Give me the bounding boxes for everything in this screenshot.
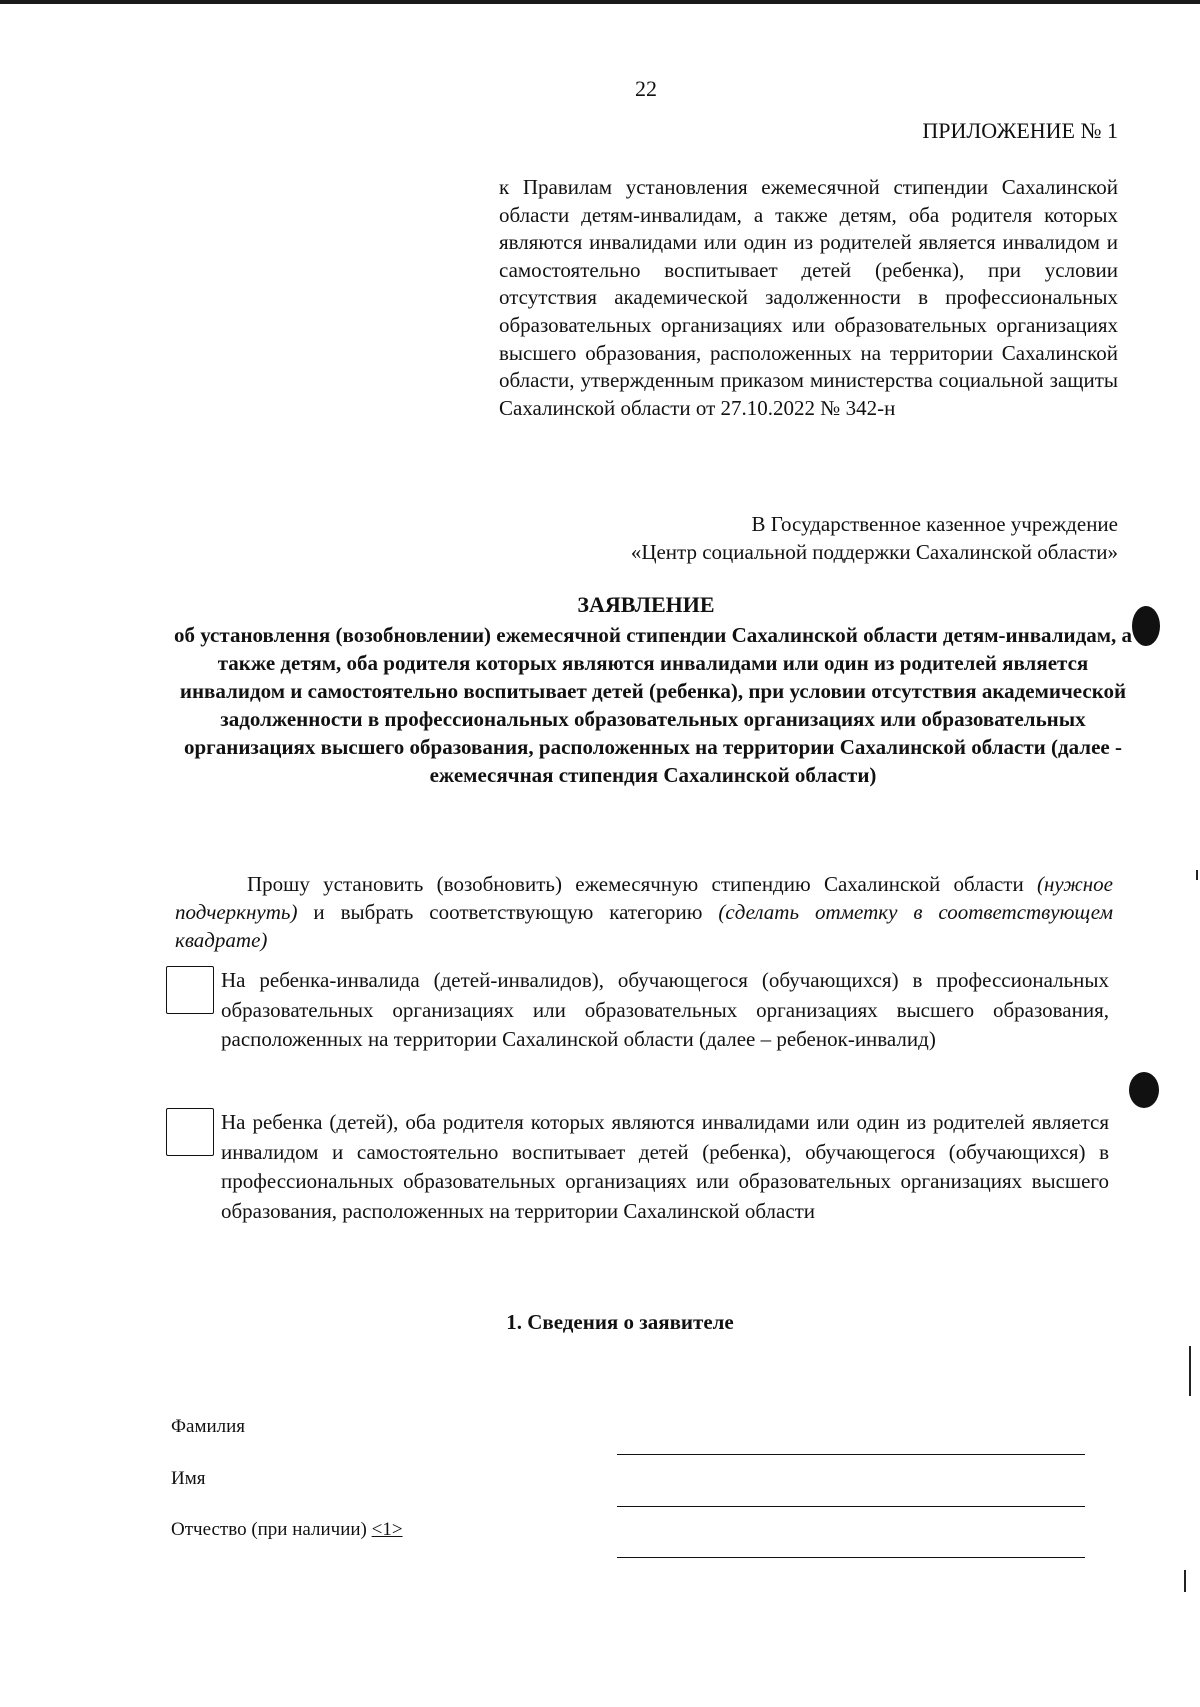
scan-edge (0, 0, 1200, 4)
request-note-mark: (сделать отметку в соответствующем квадрате) (175, 900, 1113, 952)
patronymic-label-text: Отчество (при наличии) (171, 1519, 372, 1540)
option-checkbox[interactable] (166, 966, 214, 1014)
request-text-1: Прошу установить (возобновить) ежемесячную стипендию Сахалинской области (247, 872, 1038, 896)
option-checkbox[interactable] (166, 1108, 214, 1156)
page-number: 22 (635, 76, 657, 101)
addressee-line-1: В Государственное казенное учреждение (751, 512, 1118, 536)
scan-edge-mark (1189, 1346, 1191, 1396)
hole-punch-mark (1132, 606, 1160, 646)
patronymic-label (171, 1519, 403, 1541)
preamble: к Правилам установления ежемесячной стипендии Сахалинской области детям-инвалидам, а также детям, оба родителя которых являются инвалидами или один из родителей является инвалидом и самостоятельно воспитывает детей (ребенка), при условии отсутствия академической задолженности в профессиональных образовательных организациях или образовательных организациях высшего образования, расположенных на территории Сахалинской области, утвержденным приказом министерства социальной защиты Сахалинской области от 27.10.2022 № 342-н (499, 175, 1118, 420)
request-note-underline: (нужное подчеркнуть) (175, 872, 1113, 924)
surname-field[interactable] (617, 1454, 1085, 1455)
name-label: Имя (171, 1468, 206, 1489)
hole-punch-mark (1129, 1072, 1159, 1108)
addressee-line-2: «Центр социальной поддержки Сахалинской области» (630, 540, 1118, 564)
name-field[interactable] (617, 1506, 1085, 1507)
footnote-ref-link[interactable]: <1> (371, 1519, 403, 1540)
request-text-2: и выбрать соответствующую категорию (297, 900, 719, 924)
scan-edge-mark (1184, 1570, 1186, 1592)
patronymic-field[interactable] (617, 1557, 1085, 1558)
statement-title: ЗАЯВЛЕНИЕ (577, 592, 715, 617)
appendix-label: ПРИЛОЖЕНИЕ № 1 (922, 118, 1118, 143)
addressee (631, 510, 1118, 566)
option-label: На ребенка (детей), оба родителя которых являются инвалидами или один из родителей является инвалидом и самостоятельно воспитывает детей (ребенка), обучающегося (обучающихся) в профессиональных образовательных организациях или образовательных организациях высшего образования, расположенных на территории Сахалинской области (221, 1110, 1109, 1223)
statement-subtitle: об установлення (возобновлении) ежемесячной стипендии Сахалинской области детям-инвалидам, а также детям, оба родителя которых являются инвалидами или один из родителей является инвалидом и самостоятельно воспитывает детей (ребенка), при условии отсутствия академической задолженности в профессиональных образовательных организациях или образовательных организациях высшего образования, расположенных на территории Сахалинской области (далее - ежемесячная стипендия Сахалинской области) (173, 623, 1133, 787)
request-paragraph (175, 870, 1113, 954)
scan-edge-mark (1196, 870, 1198, 880)
section-heading: 1. Сведения о заявителе (506, 1310, 734, 1334)
surname-label: Фамилия (171, 1416, 246, 1437)
option-label: На ребенка-инвалида (детей-инвалидов), обучающегося (обучающихся) в профессиональных образовательных организациях или образовательных организациях высшего образования, расположенных на территории Сахалинской области (далее – ребенок-инвалид) (221, 968, 1109, 1051)
